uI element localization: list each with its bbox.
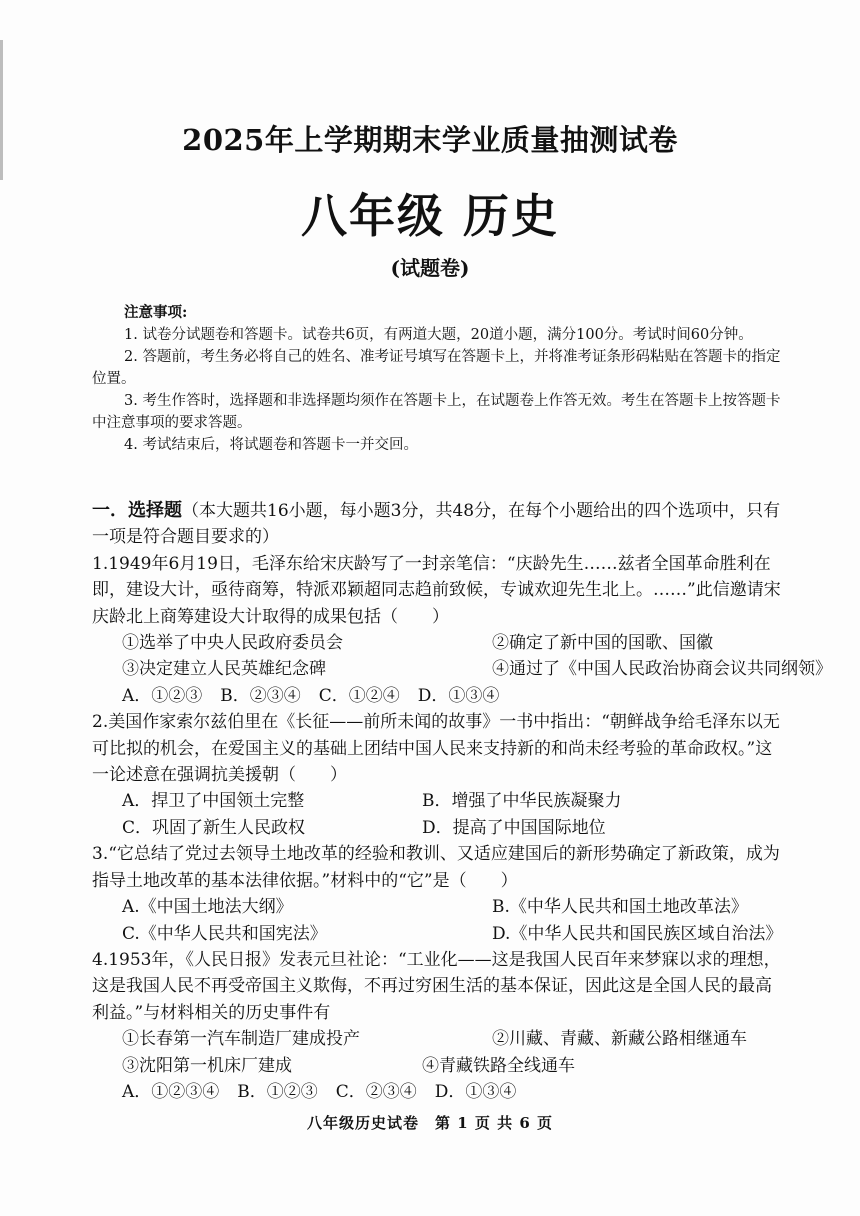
question-2-options-row [92,815,782,841]
question-item: ④青藏铁路全线通车 [422,1055,575,1076]
answer-option: B．①②③ [237,1081,318,1102]
answer-option: A．①②③ [122,685,203,706]
question-4-items-row [92,1026,782,1052]
question-item: ②川藏、青藏、新藏公路相继通车 [492,1029,747,1050]
question-item: ③沈阳第一机床厂建成 [122,1055,292,1076]
answer-option: C．②③④ [335,1081,417,1102]
question-1-items-row [92,630,782,656]
answer-option: A．①②③④ [122,1081,220,1102]
question-1-stem: 1.1949年6月19日，毛泽东给宋庆龄写了一封亲笔信：“庆龄先生……兹者全国革命胜利在即，建设大计，亟待商筹，特派邓颖超同志趋前致候，专诚欢迎先生北上。……”此信邀请宋庆龄北上商筹建设大计取得的成果包括（ ） [92,553,781,627]
question-3-stem: 3.“它总结了党过去领导土地改革的经验和教训、又适应建国后的新形势确定了新政策，成为指导土地改革的基本法律依据。”材料中的“它”是（ ） [92,844,780,891]
page-footer: 八年级历史试卷 第 1 页 共 6 页 [307,1114,553,1132]
question-3-options-row [92,921,782,947]
section-title: 一．选择题 [92,500,182,521]
question-section [92,498,832,1105]
note-item: 3. 考生作答时，选择题和非选择题均须作在答题卡上，在试题卷上作答无效。考生在答题卡上按答题卡中注意事项的要求答题。 [92,393,781,431]
answer-option: C．①②④ [318,685,400,706]
answer-option: D．提高了中国国际地位 [422,817,606,838]
question-item: ③决定建立人民英雄纪念碑 [122,659,326,680]
question-1-items-row [92,656,832,682]
note-item: 4. 考试结束后，将试题卷和答题卡一并交回。 [124,437,418,453]
answer-option: A.《中国土地法大纲》 [122,897,293,918]
answer-option: B.《中华人民共和国土地改革法》 [492,897,748,918]
answer-option: B．增强了中华民族凝聚力 [422,791,622,812]
answer-option: C.《中华人民共和国宪法》 [122,923,327,944]
paper-type-label: (试题卷) [390,256,470,280]
question-1-options [92,683,782,709]
question-2-stem: 2.美国作家索尔兹伯里在《长征——前所未闻的故事》一书中指出：“朝鲜战争给毛泽东以无可比拟的机会，在爱国主义的基础上团结中国人民来支持新的和尚未经考验的革命政权。”这一论述意在强调抗美援朝（ ） [92,712,780,786]
question-item: ①选举了中央人民政府委员会 [122,633,343,654]
section-instructions: （本大题共16小题，每小题3分，共48分，在每个小题给出的四个选项中，只有一项是符合题目要求的） [92,501,781,548]
question-item: ④通过了《中国人民政治协商会议共同纲领》 [492,659,832,680]
question-item: ①长春第一汽车制造厂建成投产 [122,1029,360,1050]
note-item: 2. 答题前，考生务必将自己的姓名、准考证号填写在答题卡上，并将准考证条形码粘贴在答题卡的指定位置。 [92,349,781,387]
notes-heading: 注意事项: [124,304,188,321]
note-item: 1. 试卷分试题卷和答题卡。试卷共6页，有两道大题，20道小题，满分100分。考试时间60分钟。 [124,327,753,343]
answer-option: D．①③④ [417,685,500,706]
question-4-items-row [92,1053,782,1079]
exam-notes [92,302,792,456]
exam-subject: 八年级 历史 [300,189,559,243]
question-3-options-row [92,894,782,920]
section-heading [92,498,782,551]
question-2-options-row [92,788,782,814]
question-item: ②确定了新中国的国歌、国徽 [492,633,713,654]
answer-option: D.《中华人民共和国民族区域自治法》 [492,923,783,944]
answer-option: A．捍卫了中国领土完整 [122,791,305,812]
answer-option: B．②③④ [220,685,301,706]
question-4-stem: 4.1953年，《人民日报》发表元旦社论：“工业化——这是我国人民百年来梦寐以求的理想，这是我国人民不再受帝国主义欺侮，不再过穷困生活的基本保证，因此这是全国人民的最高利益。”与材料相关的历史事件有 [92,949,781,1023]
exam-title: 2025年上学期期末学业质量抽测试卷 [182,123,678,157]
question-4-options [92,1079,782,1105]
answer-option: C．巩固了新生人民政权 [122,817,306,838]
answer-option: D．①③④ [434,1081,517,1102]
